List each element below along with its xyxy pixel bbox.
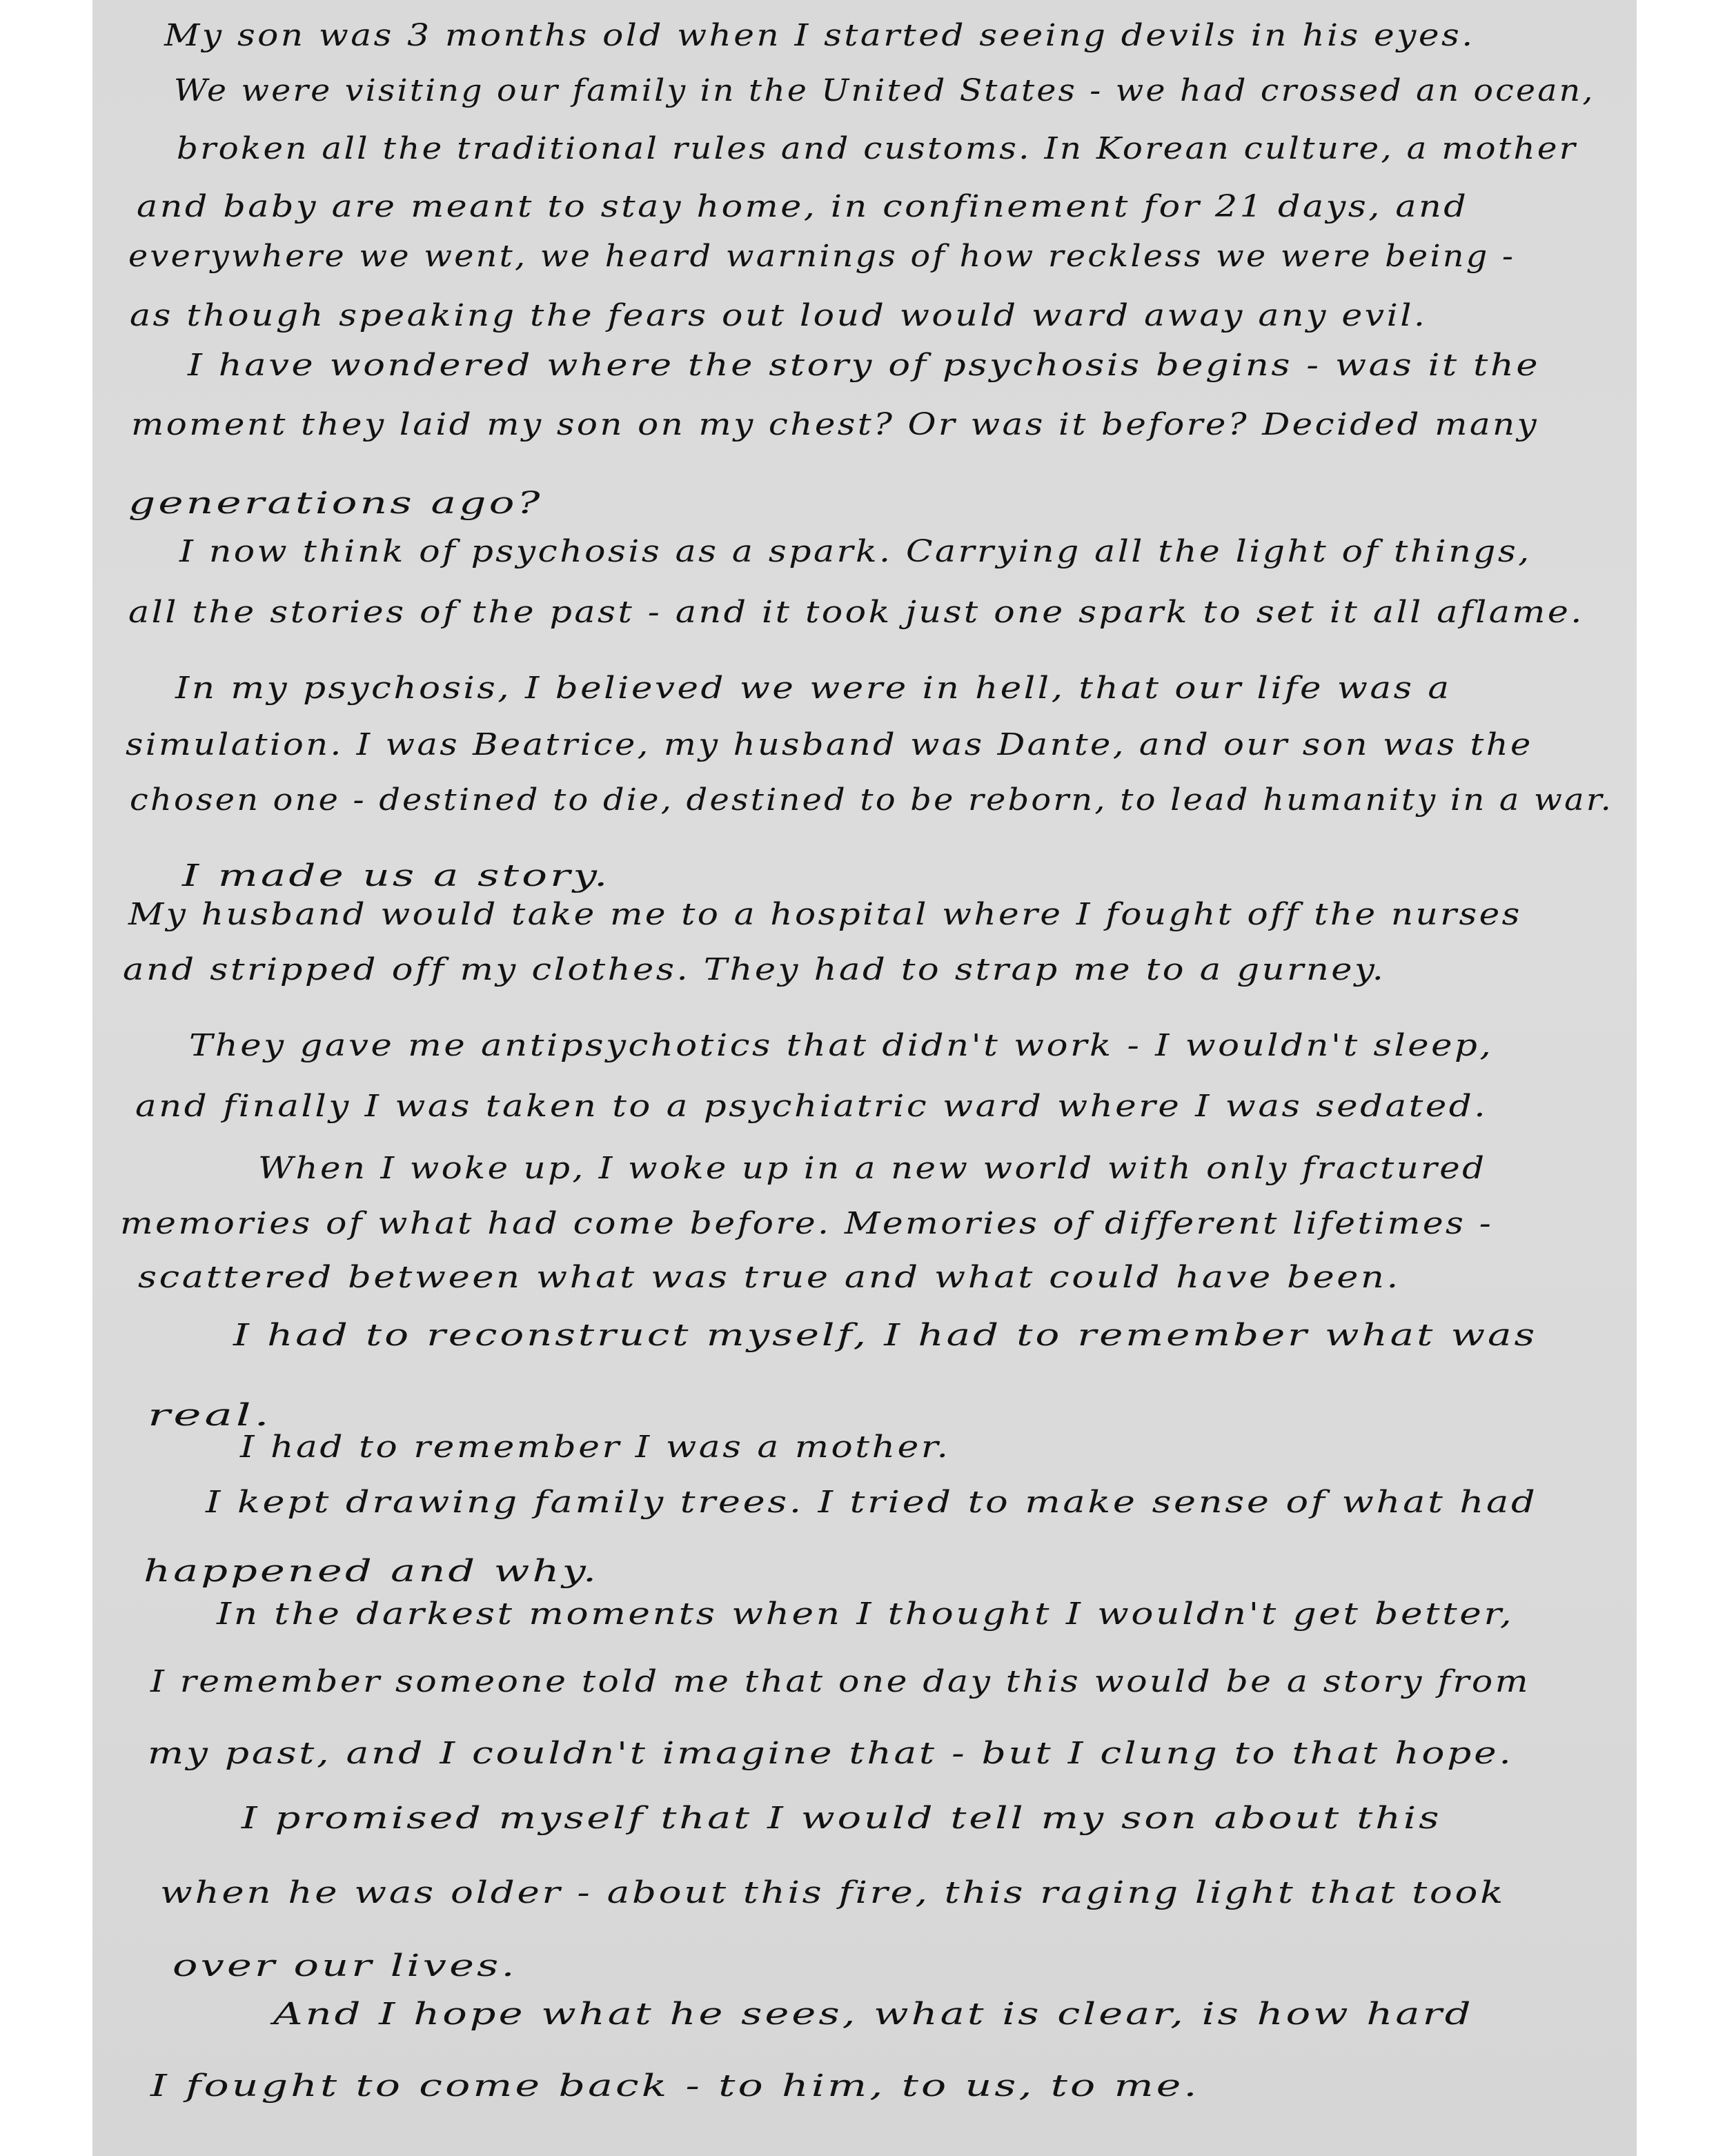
text-line: real. — [148, 1398, 273, 1433]
text-line: I made us a story. — [182, 858, 611, 893]
text-line: chosen one - destined to die, destined to be reborn, to lead humanity in a war. — [130, 782, 1614, 818]
text-line: We were visiting our family in the United States - we had crossed an ocean, — [174, 73, 1595, 108]
handwritten-page — [92, 0, 1637, 2156]
text-line: They gave me antipsychotics that didn't work - I wouldn't sleep, — [189, 1028, 1494, 1063]
text-line: I kept drawing family trees. I tried to make sense of what had — [206, 1485, 1538, 1520]
text-line: I had to reconstruct myself, I had to remember what was — [233, 1318, 1538, 1353]
text-line: and stripped off my clothes. They had to strap me to a gurney. — [123, 952, 1386, 987]
text-line: moment they laid my son on my chest? Or was it before? Decided many — [131, 407, 1539, 442]
text-line: as though speaking the fears out loud would ward away any evil. — [130, 298, 1428, 333]
text-line: When I woke up, I woke up in a new world with only fractured — [258, 1151, 1487, 1186]
text-line: my past, and I couldn't imagine that - but I clung to that hope. — [148, 1736, 1514, 1771]
text-line: scattered between what was true and what could have been. — [138, 1260, 1401, 1295]
text-line: all the stories of the past - and it took just one spark to set it all aflame. — [128, 595, 1584, 630]
text-line: I had to remember I was a mother. — [240, 1430, 951, 1465]
text-line: I now think of psychosis as a spark. Carrying all the light of things, — [179, 534, 1532, 569]
text-line: simulation. I was Beatrice, my husband was Dante, and our son was the — [126, 727, 1533, 762]
text-line: generations ago? — [128, 486, 543, 521]
right-border — [1637, 0, 1725, 2156]
text-line: I remember someone told me that one day this would be a story from — [150, 1664, 1530, 1699]
text-line: broken all the traditional rules and customs. In Korean culture, a mother — [177, 131, 1578, 166]
text-line: My husband would take me to a hospital where I fought off the nurses — [128, 897, 1522, 932]
text-line: My son was 3 months old when I started seeing devils in his eyes. — [164, 18, 1475, 53]
text-line: In my psychosis, I believed we were in hell, that our life was a — [175, 671, 1452, 706]
text-line: I promised myself that I would tell my son about this — [241, 1801, 1442, 1836]
text-line: happened and why. — [144, 1554, 600, 1589]
text-line: memories of what had come before. Memories of different lifetimes - — [120, 1206, 1494, 1241]
left-border — [0, 0, 92, 2156]
text-line: and baby are meant to stay home, in confinement for 21 days, and — [137, 189, 1469, 224]
text-line: and finally I was taken to a psychiatric ward where I was sedated. — [135, 1089, 1488, 1124]
text-line: everywhere we went, we heard warnings of how reckless we were being - — [128, 239, 1516, 274]
text-line: In the darkest moments when I thought I wouldn't get better, — [217, 1596, 1515, 1632]
text-line: when he was older - about this fire, this raging light that took — [160, 1875, 1506, 1910]
text-line: And I hope what he sees, what is clear, is how hard — [273, 1997, 1474, 2032]
text-line: I fought to come back - to him, to us, to me. — [150, 2068, 1200, 2104]
text-line: I have wondered where the story of psychosis begins - was it the — [188, 348, 1541, 383]
text-line: over our lives. — [172, 1948, 518, 1984]
